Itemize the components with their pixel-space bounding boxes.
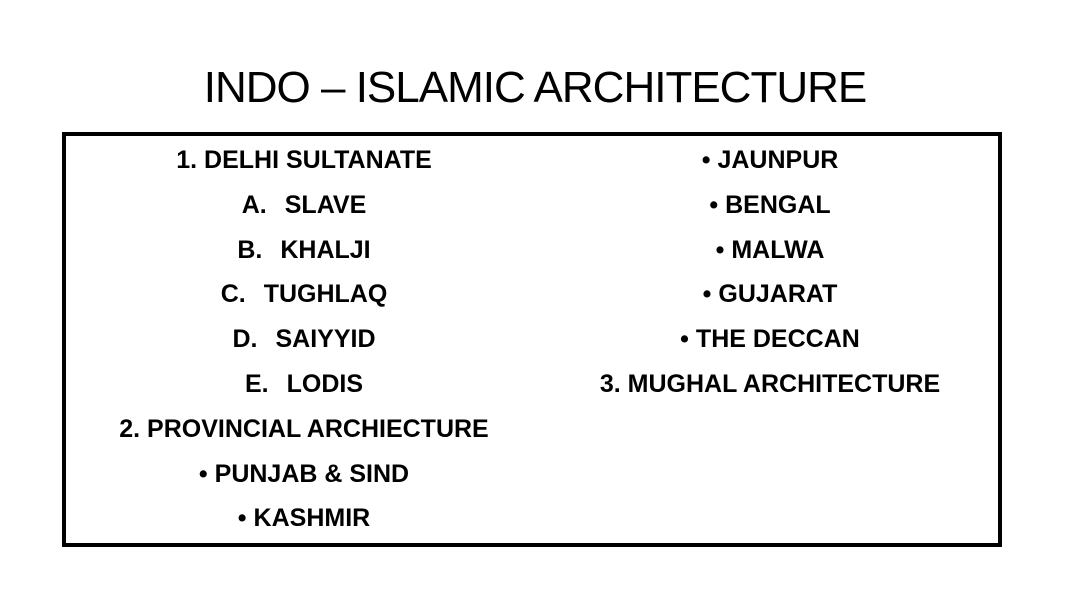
bullet-icon: • [680,325,689,354]
list-letter: E. [244,369,269,398]
list-letter: D. [232,325,258,354]
bullet-icon: • [198,459,208,488]
right-column [542,138,998,407]
list-item-punjab-sind [66,452,542,497]
bullet-icon: • [701,146,711,174]
list-heading-provincial [66,407,542,452]
list-item-text: LODIS [286,369,364,398]
list-letter: C. [220,280,246,309]
list-item-text: GUJARAT [718,280,838,309]
list-item-malwa [542,228,998,273]
list-letter: B. [237,235,263,264]
list-heading-text: 2. PROVINCIAL ARCHIECTURE [119,414,489,443]
bullet-icon: • [715,235,725,264]
list-item-saiyyid [66,317,542,362]
list-item-text: MALWA [731,235,825,264]
list-item-text: THE DECCAN [695,325,860,354]
content-box [62,132,1002,547]
left-column [66,138,542,541]
list-item-bengal [542,183,998,228]
list-item-khalji [66,228,542,273]
list-heading-delhi-sultanate [66,138,542,183]
list-item-kashmir [66,496,542,541]
list-letter: A. [241,190,267,219]
list-item-the-deccan [542,317,998,362]
list-item-text: SAIYYID [275,325,376,354]
list-item-text: BENGAL [725,190,831,219]
list-item-lodis [66,362,542,407]
list-item-text: JAUNPUR [717,146,839,174]
list-item-tughlaq [66,272,542,317]
list-item-slave [66,183,542,228]
list-heading-text: 1. DELHI SULTANATE [176,146,432,174]
list-item-text: TUGHLAQ [263,280,388,309]
list-item-text: KHALJI [280,235,371,264]
list-item-gujarat [542,272,998,317]
bullet-icon: • [709,190,719,219]
list-heading-text: 3. MUGHAL ARCHITECTURE [599,369,941,398]
list-item-text: PUNJAB & SIND [214,459,410,488]
list-item-jaunpur [542,138,998,183]
bullet-icon: • [237,504,247,533]
list-heading-mughal [542,362,998,407]
bullet-icon: • [702,280,712,309]
list-item-text: KASHMIR [253,504,371,533]
page-title: INDO – ISLAMIC ARCHITECTURE [203,63,867,112]
list-item-text: SLAVE [284,190,367,219]
